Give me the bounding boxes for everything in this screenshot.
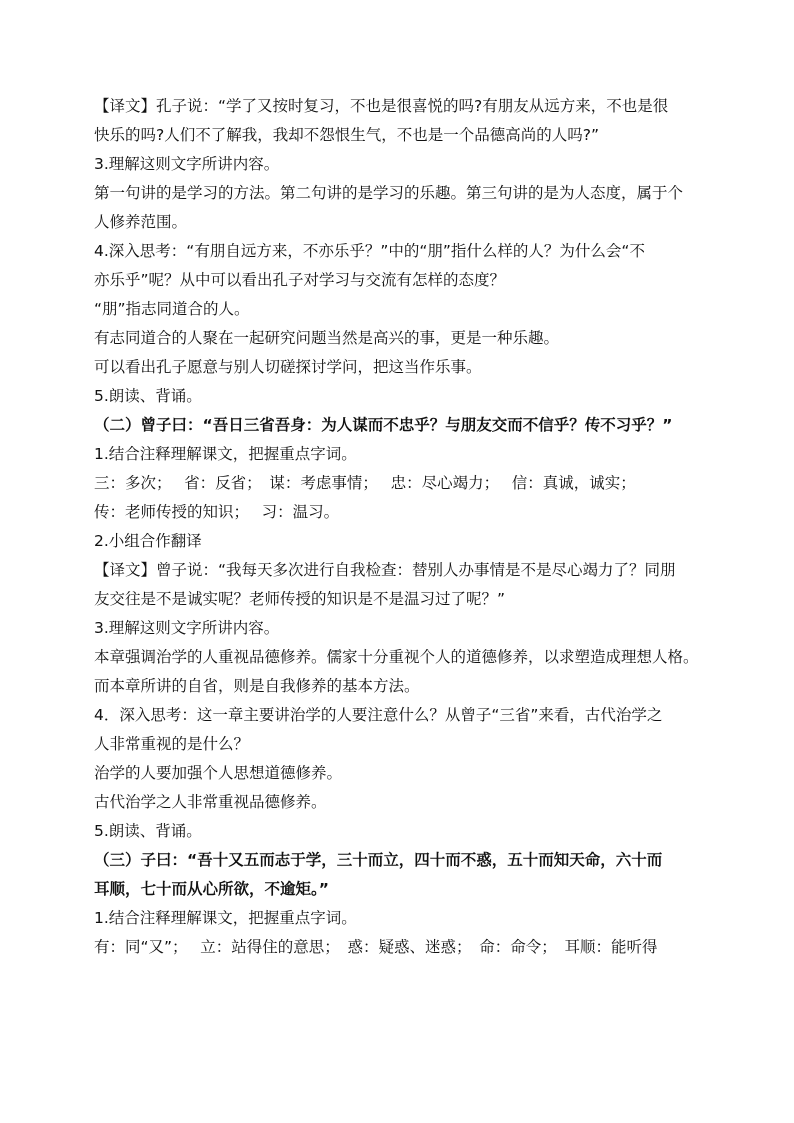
text-line: 亦乐乎”呢？从中可以看出孔子对学习与交流有怎样的态度？ xyxy=(94,271,506,289)
text-line: “朋”指志同道合的人。 xyxy=(94,300,250,318)
text-line: 可以看出孔子愿意与别人切磋探讨学问，把这当作乐事。 xyxy=(94,358,482,376)
text-line: 4.深入思考：“有朋自远方来，不亦乐乎？”中的“朋”指什么样的人？为什么会“不 xyxy=(94,242,645,260)
text-line: 3.理解这则文字所讲内容。 xyxy=(94,155,280,173)
text-line: 1.结合注释理解课文，把握重点字词。 xyxy=(94,445,357,463)
section-heading: （三）子曰：“吾十又五而志于学，三十而立，四十而不惑，五十而知天命，六十而 xyxy=(94,851,663,869)
text-line: 有志同道合的人聚在一起研究问题当然是高兴的事，更是一种乐趣。 xyxy=(94,329,560,347)
text-line: 3.理解这则文字所讲内容。 xyxy=(94,619,280,637)
text-line: 友交往是不是诚实呢？老师传授的知识是不是温习过了呢？” xyxy=(94,590,506,608)
document-body xyxy=(94,92,714,962)
text-line: 5.朗读、背诵。 xyxy=(94,387,202,405)
text-line: 快乐的吗?人们不了解我，我却不怨恨生气，不也是一个品德高尚的人吗?” xyxy=(94,126,599,144)
text-line: 【译文】曾子说：“我每天多次进行自我检查：替别人办事情是不是尽心竭力了？同朋 xyxy=(94,561,676,579)
text-line: 第一句讲的是学习的方法。第二句讲的是学习的乐趣。第三句讲的是为人态度，属于个 xyxy=(94,184,684,202)
text-line: 1.结合注释理解课文，把握重点字词。 xyxy=(94,909,357,927)
text-line: 传：老师传授的知识； 习：温习。 xyxy=(94,503,340,521)
text-line: 人修养范围。 xyxy=(94,213,188,231)
text-line: 人非常重视的是什么？ xyxy=(94,735,250,753)
text-line: 而本章所讲的自省，则是自我修养的基本方法。 xyxy=(94,677,420,695)
section-heading-continued: 耳顺，七十而从心所欲，不逾矩。” xyxy=(94,880,329,898)
text-line: 有：同“又”； 立：站得住的意思； 惑：疑惑、迷惑； 命：命令； 耳顺：能听得 xyxy=(94,938,658,956)
section-heading: （二）曾子曰：“吾日三省吾身：为人谋而不忠乎？与朋友交而不信乎？传不习乎？” xyxy=(94,416,673,434)
text-line: 治学的人要加强个人思想道德修养。 xyxy=(94,764,343,782)
text-line: 三：多次； 省：反省； 谋：考虑事情； 忠：尽心竭力； 信：真诚，诚实； xyxy=(94,474,636,492)
text-line: 4．深入思考：这一章主要讲治学的人要注意什么？从曾子“三省”来看，古代治学之 xyxy=(94,706,663,724)
text-line: 本章强调治学的人重视品德修养。儒家十分重视个人的道德修养，以求塑造成理想人格。 xyxy=(94,648,699,666)
text-line: 【译文】孔子说：“学了又按时复习，不也是很喜悦的吗?有朋友从远方来，不也是很 xyxy=(94,97,669,115)
text-line: 5.朗读、背诵。 xyxy=(94,822,202,840)
text-line: 2.小组合作翻译 xyxy=(94,532,202,550)
text-line: 古代治学之人非常重视品德修养。 xyxy=(94,793,327,811)
